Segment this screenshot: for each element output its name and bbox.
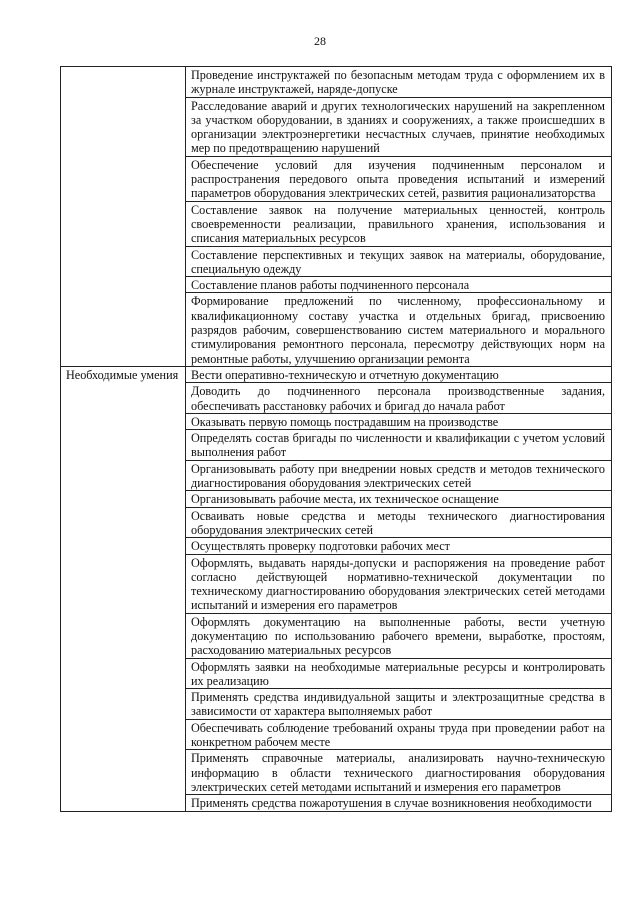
section-label-cell	[61, 67, 186, 367]
item-cell: Применять средства пожаротушения в случае возникновения необходимости	[186, 795, 612, 811]
table-row	[61, 366, 612, 382]
item-cell: Оформлять, выдавать наряды-допуски и распоряжения на проведение работ согласно действующей нормативно-технической документации по техническому диагностированию оборудования электрических сетей методами испытаний и измерения его параметров	[186, 554, 612, 613]
table-body	[61, 67, 612, 812]
item-cell: Составление заявок на получение материальных ценностей, контроль своевременности реализации, правильного хранения, использования и списания материальных ресурсов	[186, 201, 612, 246]
item-cell: Оказывать первую помощь пострадавшим на производстве	[186, 413, 612, 429]
item-cell: Организовывать работу при внедрении новых средств и методов технического диагностирования оборудования электрических сетей	[186, 460, 612, 491]
item-cell: Оформлять заявки на необходимые материальные ресурсы и контролировать их реализацию	[186, 658, 612, 689]
item-cell: Определять состав бригады по численности и квалификации с учетом условий выполнения работ	[186, 430, 612, 461]
item-cell: Применять средства индивидуальной защиты и электрозащитные средства в зависимости от характера выполняемых работ	[186, 689, 612, 720]
item-cell: Проведение инструктажей по безопасным методам труда с оформлением их в журнале инструктажей, наряде-допуске	[186, 67, 612, 98]
item-cell: Оформлять документацию на выполненные работы, вести учетную документацию по использованию рабочего времени, выработке, простоям, расходованию материальных ресурсов	[186, 613, 612, 658]
item-cell: Организовывать рабочие места, их техническое оснащение	[186, 491, 612, 507]
page-number: 28	[314, 34, 326, 48]
item-cell: Расследование аварий и других технологических нарушений на закрепленном за участком оборудовании, в зданиях и сооружениях, а также происшедших в организации электроэнергетики несчастных случаев, принятие необходимых мер по предотвращению нарушений	[186, 97, 612, 156]
item-cell: Составление перспективных и текущих заявок на материалы, оборудование, специальную одежду	[186, 246, 612, 277]
item-cell: Составление планов работы подчиненного персонала	[186, 277, 612, 293]
table-row	[61, 67, 612, 98]
item-cell: Осуществлять проверку подготовки рабочих мест	[186, 538, 612, 554]
item-cell: Вести оперативно-техническую и отчетную документацию	[186, 366, 612, 382]
section-label-cell: Необходимые умения	[61, 366, 186, 811]
item-cell: Обеспечивать соблюдение требований охраны труда при проведении работ на конкретном рабочем месте	[186, 719, 612, 750]
item-cell: Осваивать новые средства и методы технического диагностирования оборудования электрических сетей	[186, 507, 612, 538]
item-cell: Обеспечение условий для изучения подчиненным персоналом и распространения передового опыта проведения испытаний и измерений параметров оборудования электрических сетей, развития рационализаторства	[186, 156, 612, 201]
labor-functions-table	[60, 66, 612, 812]
item-cell: Доводить до подчиненного персонала производственные задания, обеспечивать расстановку рабочих и бригад до начала работ	[186, 383, 612, 414]
item-cell: Применять справочные материалы, анализировать научно-техническую информацию в области технического диагностирования оборудования электрических сетей методами испытаний и измерения его параметров	[186, 750, 612, 795]
item-cell: Формирование предложений по численному, профессиональному и квалификационному составу участка и отдельных бригад, присвоению разрядов рабочим, совершенствованию систем материального и морального стимулирования ремонтного персонала, пересмотру действующих норм на ремонтные работы, улучшению организации ремонта	[186, 293, 612, 366]
